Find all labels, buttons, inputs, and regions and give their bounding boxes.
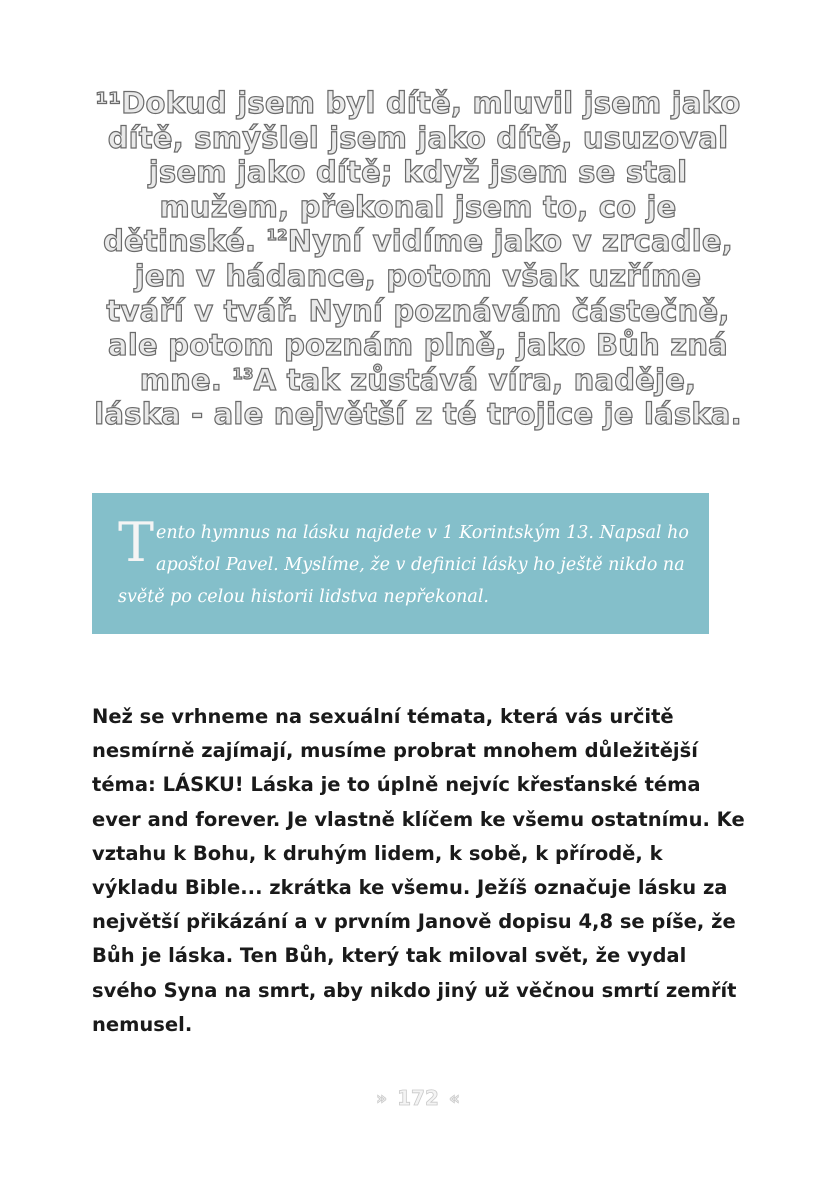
double-chevron-left-icon: « — [448, 1089, 460, 1109]
bible-quote — [92, 86, 744, 432]
main-paragraph: Než se vrhneme na sexuální témata, která vás určitě nesmírně zajímají, musíme probrat mnohem důležitější téma: LÁSKU! Láska je to úplně nejvíc křesťanské téma ever and forever. Je vlastně klíčem ke všemu ostatnímu. Ke vztahu k Bohu, k druhým lidem, k sobě, k přírodě, k výkladu Bible... zkrátka ke všemu. Ježíš označuje lásku za největší přikázání a v prvním Janově dopisu 4,8 se píše, že Bůh je láska. Ten Bůh, který tak miloval svět, že vydal svého Syna na smrt, aby nikdo jiný už věčnou smrtí zemřít nemusel. — [92, 705, 745, 1036]
double-chevron-right-icon: » — [376, 1089, 388, 1109]
info-note-body: ento hymnus na lásku najdete v 1 Korintským 13. Napsal ho apoštol Pavel. Myslíme, že v definici lásky ho ještě nikdo na světě po celou historii lidstva nepřekonal. — [118, 523, 689, 607]
page-number: 172 — [397, 1086, 439, 1110]
page-footer — [0, 1086, 836, 1110]
drop-cap-letter: T — [118, 511, 155, 574]
info-note-box — [92, 493, 709, 634]
verse-number-13: 13 — [232, 364, 254, 383]
verse-number-12: 12 — [266, 226, 288, 245]
quote-part-3: A tak zůstává víra, naděje, láska - ale největší z té trojice je láska. — [94, 362, 742, 432]
quote-part-2: Nyní vidíme jako v zrcadle, jen v hádance, potom však uzříme tváří v tvář. Nyní poznávám částečně, ale potom poznám plně, jako Bůh zná mne. — [106, 224, 733, 397]
quote-part-1: ¹¹Dokud jsem byl dítě, mluvil jsem jako dítě, smýšlel jsem jako dítě, usuzoval jsem jako dítě; když jsem se stal mužem, překonal jsem to, co je dětinské. — [95, 86, 741, 259]
info-note-text — [118, 511, 690, 613]
